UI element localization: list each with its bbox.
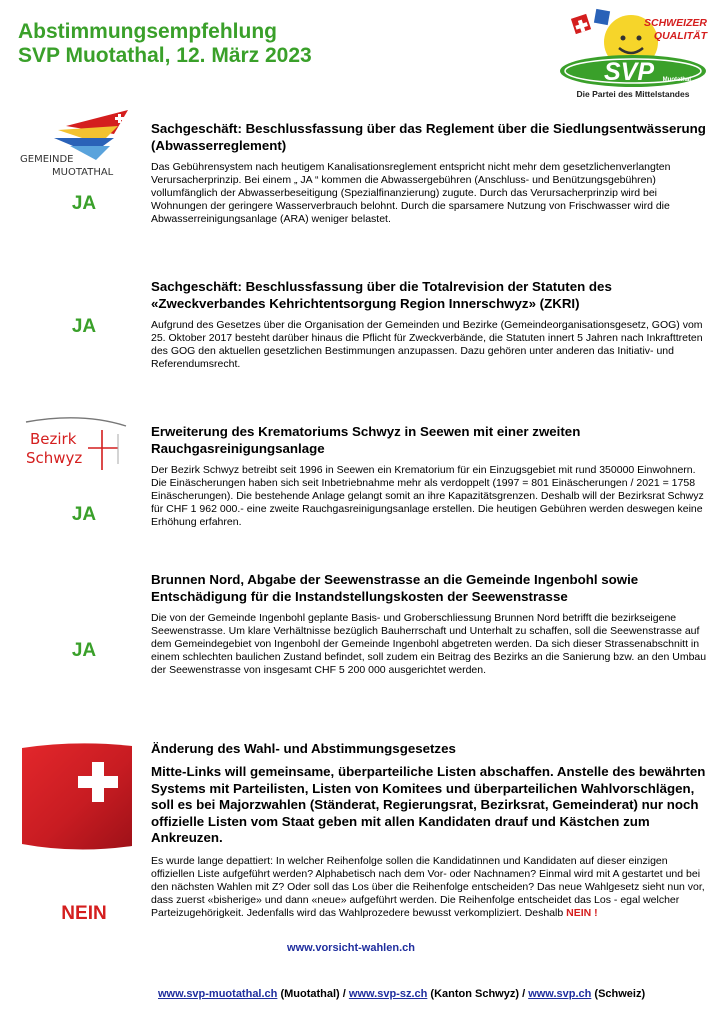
section-title: Änderung des Wahl- und Abstimmungsgesetzes	[151, 741, 456, 756]
section-body: Der Bezirk Schwyz betreibt seit 1996 in Seewen ein Krematorium für ein Einzugsgebiet mit rund 350000 Einwohnern. Die Einäscherungen haben sich seit Inbetriebnahme mehr als verdoppelt (1997 = 801 Einäscherungen / 2021 = 1758 Einäscherungen). Die bestehende Anlage gelangt somit an ihre Kapazitätsgrenzen. Deshalb will der Bezirksrat Schwyz für CHF 1 962 000.- eine zweite Rauchgasreinigungsanlage erstellen. Die heutigen Gebühren werden deswegen keine Erhöhung erfahren.	[151, 464, 704, 528]
section-body: Das Gebührensystem nach heutigem Kanalisationsreglement entspricht nicht mehr dem gesetzlichenverlangten Verursacherprinzip. Bei einem „ JA “ kommen die Abwassergebühren (Anschluss- und Benützungsgebühren) vollumfänglich der Abwasserbeseitigung (Spezialfinanzierung) zugute. Durch das Verursacherprinzip wird bei Wohnungen der geringere Wasserverbrauch belohnt. Durch die sparsamere Nutzung von Frischwasser wird die Abwasserreinigungsanlage (ARA) weniger belastet.	[151, 161, 671, 225]
section-body: Die von der Gemeinde Ingenbohl geplante Basis- und Groberschliessung Brunnen Nord betrifft die bezirkseigene Seewenstrasse. Um klare Verhältnisse bezüglich Bauherrschaft und Unterhalt zu schaffen, soll die Seewenstrasse auf dem Gemeindegebiet von Ingenbohl der Gemeinde Ingenbohl abgetreten werden. Da sich dieser Strassenabschnitt in einem schlechten baulichen Zustand befindet, soll zudem ein Beitrag des Bezirks an die Sanierung bzw. an den Umbau der Seewenstrasse von insgesamt CHF 5 200 000 ausgerichtet werden.	[151, 612, 707, 676]
vote-label-1: JA	[71, 193, 97, 214]
bezirk-schwyz-logo	[22, 414, 132, 476]
svp-logo-badge-1: SCHWEIZER	[644, 17, 707, 29]
section-title: Sachgeschäft: Beschlussfassung über die Totalrevision der Statuten des «Zweckverbandes Kehrichtentsorgung Region Innerschwyz» (ZKRI)	[151, 279, 612, 311]
footer-link-svp-muotathal[interactable]: www.svp-muotathal.ch	[158, 988, 278, 1000]
vote-label-5: NEIN	[61, 903, 107, 924]
vote-label-4: JA	[71, 640, 97, 661]
section-title: Brunnen Nord, Abgabe der Seewenstrasse an die Gemeinde Ingenbohl sowie Entschädigung für die Instandstellungskosten der Seewenstrasse	[151, 572, 639, 604]
bezirk-logo-line-1: Bezirk	[30, 430, 77, 448]
footer-label-3: (Schweiz)	[591, 988, 646, 1000]
svp-logo	[553, 8, 713, 100]
gemeinde-logo-line-2: MUOTATHAL	[52, 167, 114, 178]
section-title: Erweiterung des Krematoriums Schwyz in Seewen mit einer zweiten Rauchgasreinigungsanlage	[151, 424, 581, 456]
section-lead: Mitte-Links will gemeinsame, überparteiliche Listen abschaffen. Anstelle des bewährten Systems mit Parteilisten, Listen von Komitees und überparteilichen Wahlvorschlägen, soll es bei Majorzwahlen (Ständerat, Regierungsrat, Bezirksrat, Gemeinderat) nur noch offizielle Listen vom Staat geben mit allen Kandidaten drauf und Kästchen zum Ankreuzen.	[151, 764, 706, 845]
footer-link-svp-sz[interactable]: www.svp-sz.ch	[348, 988, 428, 1000]
gemeinde-logo-line-1: GEMEINDE	[20, 154, 74, 165]
section-seewenstrasse	[151, 571, 709, 677]
section-abwasserreglement	[151, 120, 709, 226]
svp-logo-brand: SVP	[603, 58, 655, 86]
section-body: Aufgrund des Gesetzes über die Organisation der Gemeinden und Bezirke (Gemeindeorganisationsgesetz, GOG) vom 25. Oktober 2017 besteht darüber hinaus die Pflicht für Zweckverbände, die Statuten innert 5 Jahren nach Inkrafttreten des GOG den aktuellen gesetzlichen Bestimmungen anzupassen. Dazu gehören unter anderen das Initiativ- und Referendumsrecht.	[151, 319, 703, 370]
bezirk-logo-line-2: Schwyz	[26, 449, 83, 467]
svp-logo-tagline: Die Partei des Mittelstandes	[576, 89, 690, 99]
gemeinde-muotathal-logo	[18, 104, 133, 179]
svp-logo-sub: Muotathal	[662, 77, 691, 83]
title-line-2: SVP Muotathal, 12. März 2023	[18, 44, 312, 67]
page-title	[18, 20, 312, 68]
section-krematorium	[151, 423, 709, 529]
section-title: Sachgeschäft: Beschlussfassung über das Reglement über die Siedlungsentwässerung (Abwasserreglement)	[151, 121, 706, 153]
section-body-text: Es wurde lange depattiert: In welcher Reihenfolge sollen die Kandidatinnen und Kandidaten auf dieser einzigen offiziellen Liste aufgeführt werden? Alphabetisch nach dem Vor- oder Nachnamen? Einmal wird mit A gestartet und bei den nächsten Wahlen mit Z? Oder soll das Los über die Reihenfolge entscheiden? Das neue Wahlgesetz sieht nun vor, dass zuerst «bisherige» und dann «neue» aufgeführt werden. Die Reihenfolge entscheidet das Los - egal welcher Parteizugehörigkeit. Jedenfalls wird das Wahlprozedere bewusst verkompliziert. Deshalb	[151, 854, 705, 919]
vote-label-2: JA	[71, 316, 97, 337]
section-body-emphasis: NEIN !	[566, 906, 598, 919]
swiss-flag-image	[18, 742, 136, 852]
svp-logo-badge-2: QUALITÄT	[653, 30, 707, 42]
footer-link-svp-ch[interactable]: www.svp.ch	[528, 988, 592, 1000]
vorsicht-wahlen-link[interactable]: www.vorsicht-wahlen.ch	[287, 942, 415, 954]
section-wahlgesetz	[151, 740, 709, 920]
footer-label-2: (Kanton Schwyz) /	[427, 988, 529, 1000]
footer	[158, 988, 645, 1000]
title-line-1: Abstimmungsempfehlung	[18, 20, 278, 43]
vote-label-3: JA	[71, 504, 97, 525]
section-zkri-statuten	[151, 278, 709, 371]
section-body	[151, 855, 709, 920]
footer-label-1: (Muotathal) /	[277, 988, 349, 1000]
